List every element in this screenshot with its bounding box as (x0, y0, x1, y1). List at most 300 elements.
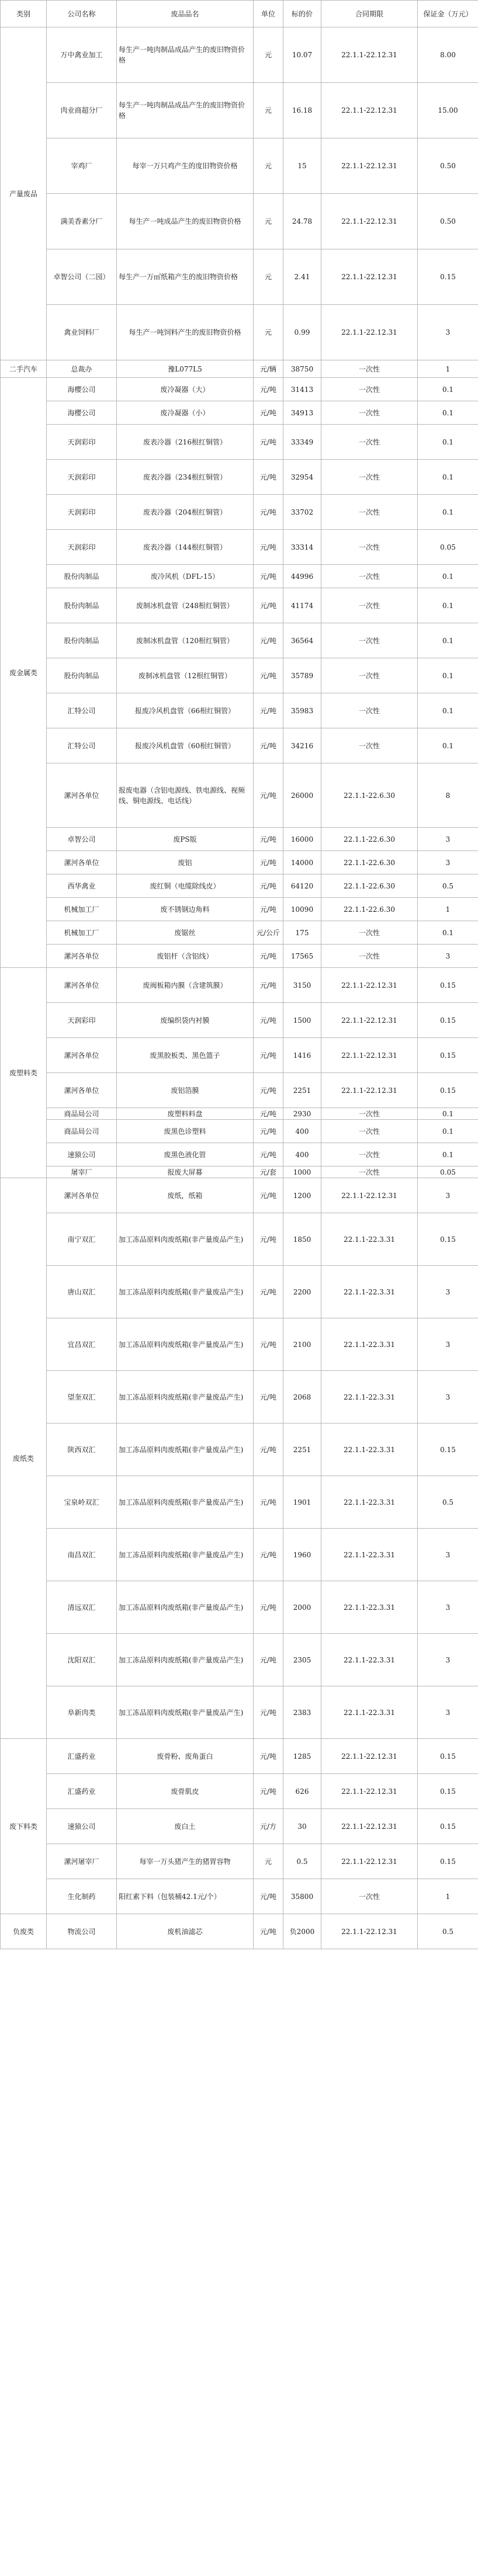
table-row (1, 898, 478, 921)
term-cell: 22.1.1-22.12.31 (321, 1038, 418, 1073)
table-row (1, 874, 478, 898)
term-cell: 22.1.1-22.3.31 (321, 1634, 418, 1686)
company-cell: 屠宰厂 (47, 1167, 117, 1178)
table-row (1, 945, 478, 968)
header-company: 公司名称 (47, 1, 117, 27)
price-cell: 16.18 (283, 83, 321, 138)
table-row (1, 693, 478, 728)
table-row (1, 1914, 478, 1949)
price-cell: 10.07 (283, 27, 321, 83)
item-cell: 加工冻品原料肉废纸箱(非产量废品产生) (117, 1634, 254, 1686)
price-cell: 41174 (283, 588, 321, 623)
unit-cell: 元/吨 (254, 1774, 283, 1809)
price-cell: 38750 (283, 360, 321, 378)
deposit-cell: 0.15 (418, 1073, 478, 1108)
price-cell: 2068 (283, 1371, 321, 1424)
item-cell: 废阀板箱内膜（含建筑膜） (117, 968, 254, 1003)
deposit-cell: 0.15 (418, 1739, 478, 1774)
deposit-cell: 3 (418, 851, 478, 874)
table-row (1, 1739, 478, 1774)
term-cell: 一次性 (321, 401, 418, 425)
price-cell: 35789 (283, 658, 321, 693)
category-cell: 废下料类 (1, 1739, 47, 1914)
unit-cell: 元/吨 (254, 1476, 283, 1529)
item-cell: 废机油滤芯 (117, 1914, 254, 1949)
price-cell: 2305 (283, 1634, 321, 1686)
price-cell: 1200 (283, 1178, 321, 1213)
term-cell: 22.1.1-22.12.31 (321, 1914, 418, 1949)
deposit-cell: 0.15 (418, 1844, 478, 1879)
unit-cell: 元/吨 (254, 763, 283, 828)
item-cell: 废黑色液化管 (117, 1143, 254, 1167)
item-cell: 每生产一吨成品产生的废旧物资价格 (117, 194, 254, 249)
item-cell: 废铝箔膜 (117, 1073, 254, 1108)
table-row (1, 851, 478, 874)
company-cell: 漯河各单位 (47, 1178, 117, 1213)
unit-cell: 元/吨 (254, 1318, 283, 1371)
company-cell: 漯河屠宰厂 (47, 1844, 117, 1879)
table-row (1, 1774, 478, 1809)
table-row (1, 1318, 478, 1371)
term-cell: 22.1.1-22.12.31 (321, 1178, 418, 1213)
term-cell: 22.1.1-22.12.31 (321, 27, 418, 83)
deposit-cell: 0.15 (418, 249, 478, 305)
table-row (1, 1120, 478, 1143)
item-cell: 每宰一万头猪产生的猪胃容物 (117, 1844, 254, 1879)
deposit-cell: 0.5 (418, 1914, 478, 1949)
header-category: 类别 (1, 1, 47, 27)
term-cell: 22.1.1-22.6.30 (321, 763, 418, 828)
term-cell: 22.1.1-22.12.31 (321, 1844, 418, 1879)
company-cell: 宰鸡厂 (47, 138, 117, 194)
category-cell: 二手汽车 (1, 360, 47, 378)
unit-cell: 元/吨 (254, 588, 283, 623)
price-cell: 33349 (283, 425, 321, 460)
term-cell: 22.1.1-22.12.31 (321, 1073, 418, 1108)
table-row (1, 305, 478, 360)
category-cell: 废纸类 (1, 1178, 47, 1739)
price-cell: 32954 (283, 460, 321, 495)
company-cell: 机械加工厂 (47, 898, 117, 921)
deposit-cell: 0.05 (418, 1167, 478, 1178)
table-row (1, 1073, 478, 1108)
company-cell: 沈阳双汇 (47, 1634, 117, 1686)
deposit-cell: 0.50 (418, 138, 478, 194)
item-cell: 报废电器（含铝电源线、铁电源线、视频线、铜电源线、电话线） (117, 763, 254, 828)
item-cell: 废黑色诊塑料 (117, 1120, 254, 1143)
company-cell: 速猿公司 (47, 1143, 117, 1167)
term-cell: 22.1.1-22.12.31 (321, 249, 418, 305)
table-row (1, 1809, 478, 1844)
company-cell: 漯河各单位 (47, 1073, 117, 1108)
table-row (1, 565, 478, 588)
deposit-cell: 3 (418, 1529, 478, 1581)
company-cell: 肉业商超分厂 (47, 83, 117, 138)
deposit-cell: 0.5 (418, 1476, 478, 1529)
price-cell: 36564 (283, 623, 321, 658)
term-cell: 22.1.1-22.3.31 (321, 1424, 418, 1476)
price-cell: 2383 (283, 1686, 321, 1739)
table-row (1, 1143, 478, 1167)
item-cell: 加工冻品原料肉废纸箱(非产量废品产生) (117, 1266, 254, 1318)
price-cell: 626 (283, 1774, 321, 1809)
category-cell: 产量废品 (1, 27, 47, 360)
unit-cell: 元/吨 (254, 1143, 283, 1167)
table-header-row (1, 1, 478, 27)
company-cell: 漯河各单位 (47, 851, 117, 874)
table-row (1, 1003, 478, 1038)
company-cell: 天润彩印 (47, 425, 117, 460)
deposit-cell: 0.15 (418, 1038, 478, 1073)
price-cell: 64120 (283, 874, 321, 898)
unit-cell: 元/吨 (254, 378, 283, 401)
unit-cell: 元/吨 (254, 1371, 283, 1424)
deposit-cell: 0.1 (418, 728, 478, 763)
term-cell: 22.1.1-22.3.31 (321, 1371, 418, 1424)
term-cell: 22.1.1-22.6.30 (321, 898, 418, 921)
deposit-cell: 3 (418, 1371, 478, 1424)
deposit-cell: 0.1 (418, 1143, 478, 1167)
deposit-cell: 0.1 (418, 378, 478, 401)
deposit-cell: 0.1 (418, 1108, 478, 1120)
item-cell: 豫L077L5 (117, 360, 254, 378)
item-cell: 加工冻品原料肉废纸箱(非产量废品产生) (117, 1529, 254, 1581)
unit-cell: 元/吨 (254, 728, 283, 763)
term-cell: 一次性 (321, 1167, 418, 1178)
term-cell: 22.1.1-22.12.31 (321, 1809, 418, 1844)
item-cell: 每宰一万只鸡产生的度旧物资价格 (117, 138, 254, 194)
company-cell: 满美香素分厂 (47, 194, 117, 249)
deposit-cell: 8 (418, 763, 478, 828)
table-row (1, 194, 478, 249)
term-cell: 22.1.1-22.6.30 (321, 828, 418, 851)
unit-cell: 元/吨 (254, 898, 283, 921)
deposit-cell: 3 (418, 1634, 478, 1686)
price-cell: 34913 (283, 401, 321, 425)
item-cell: 加工冻品原料肉废纸箱(非产量废品产生) (117, 1476, 254, 1529)
price-cell: 1285 (283, 1739, 321, 1774)
term-cell: 一次性 (321, 1120, 418, 1143)
company-cell: 南宁双汇 (47, 1213, 117, 1266)
table-row (1, 728, 478, 763)
company-cell: 海樱公司 (47, 378, 117, 401)
company-cell: 南昌双汇 (47, 1529, 117, 1581)
table-row (1, 1581, 478, 1634)
price-cell: 2000 (283, 1581, 321, 1634)
deposit-cell: 3 (418, 1178, 478, 1213)
table-row (1, 1476, 478, 1529)
company-cell: 天润彩印 (47, 495, 117, 530)
item-cell: 废制冰机盘管（12根红铜管） (117, 658, 254, 693)
term-cell: 22.1.1-22.3.31 (321, 1476, 418, 1529)
unit-cell: 元 (254, 83, 283, 138)
table-row (1, 378, 478, 401)
category-cell: 废金属类 (1, 378, 47, 968)
company-cell: 股份肉制品 (47, 658, 117, 693)
term-cell: 一次性 (321, 1879, 418, 1914)
price-cell: 3150 (283, 968, 321, 1003)
price-cell: 31413 (283, 378, 321, 401)
deposit-cell: 1 (418, 1879, 478, 1914)
company-cell: 漯河各单位 (47, 1038, 117, 1073)
price-cell: 17565 (283, 945, 321, 968)
term-cell: 一次性 (321, 530, 418, 565)
deposit-cell: 8.00 (418, 27, 478, 83)
unit-cell: 元/吨 (254, 1879, 283, 1914)
item-cell: 废冷凝器（大） (117, 378, 254, 401)
deposit-cell: 0.5 (418, 874, 478, 898)
unit-cell: 元/吨 (254, 495, 283, 530)
unit-cell: 元/吨 (254, 1038, 283, 1073)
price-cell: 26000 (283, 763, 321, 828)
term-cell: 一次性 (321, 1108, 418, 1120)
deposit-cell: 0.15 (418, 968, 478, 1003)
term-cell: 22.1.1-22.12.31 (321, 83, 418, 138)
company-cell: 清远双汇 (47, 1581, 117, 1634)
item-cell: 废塑料料盘 (117, 1108, 254, 1120)
unit-cell: 元/吨 (254, 968, 283, 1003)
unit-cell: 元/吨 (254, 874, 283, 898)
deposit-cell: 0.15 (418, 1213, 478, 1266)
unit-cell: 元/吨 (254, 401, 283, 425)
company-cell: 漯河各单位 (47, 968, 117, 1003)
item-cell: 废白土 (117, 1809, 254, 1844)
price-cell: 0.99 (283, 305, 321, 360)
company-cell: 望奎双汇 (47, 1371, 117, 1424)
item-cell: 报废冷风机盘管（60根红铜管） (117, 728, 254, 763)
deposit-cell: 0.1 (418, 588, 478, 623)
term-cell: 22.1.1-22.12.31 (321, 1774, 418, 1809)
company-cell: 阜新肉类 (47, 1686, 117, 1739)
item-cell: 报废冷风机盘管（66根红铜管） (117, 693, 254, 728)
price-cell: 15 (283, 138, 321, 194)
company-cell: 生化制药 (47, 1879, 117, 1914)
item-cell: 每生产一吨肉制品成品产生的废旧物资价格 (117, 27, 254, 83)
price-cell: 1416 (283, 1038, 321, 1073)
item-cell: 阳红素下料（包装桶42.1元/个） (117, 1879, 254, 1914)
price-cell: 35800 (283, 1879, 321, 1914)
item-cell: 废骨粉、废角蛋白 (117, 1739, 254, 1774)
table-row (1, 1038, 478, 1073)
table-row (1, 1844, 478, 1879)
company-cell: 禽业饲料厂 (47, 305, 117, 360)
deposit-cell: 0.1 (418, 565, 478, 588)
unit-cell: 元 (254, 1844, 283, 1879)
term-cell: 22.1.1-22.3.31 (321, 1581, 418, 1634)
table-row (1, 1178, 478, 1213)
price-cell: 30 (283, 1809, 321, 1844)
term-cell: 一次性 (321, 1143, 418, 1167)
deposit-cell: 3 (418, 1581, 478, 1634)
company-cell: 总裁办 (47, 360, 117, 378)
deposit-cell: 0.15 (418, 1003, 478, 1038)
deposit-cell: 0.1 (418, 401, 478, 425)
deposit-cell: 0.1 (418, 693, 478, 728)
price-cell: 负2000 (283, 1914, 321, 1949)
term-cell: 22.1.1-22.3.31 (321, 1318, 418, 1371)
item-cell: 加工冻品原料肉废纸箱(非产量废品产生) (117, 1686, 254, 1739)
header-item: 废品品名 (117, 1, 254, 27)
price-cell: 1901 (283, 1476, 321, 1529)
unit-cell: 元/吨 (254, 1529, 283, 1581)
price-cell: 34216 (283, 728, 321, 763)
item-cell: 废铝杆（含铝线） (117, 945, 254, 968)
unit-cell: 元/吨 (254, 1581, 283, 1634)
table-row (1, 1529, 478, 1581)
company-cell: 物流公司 (47, 1914, 117, 1949)
term-cell: 一次性 (321, 495, 418, 530)
term-cell: 22.1.1-22.12.31 (321, 305, 418, 360)
unit-cell: 元/辆 (254, 360, 283, 378)
term-cell: 一次性 (321, 728, 418, 763)
table-row (1, 921, 478, 945)
item-cell: 废黑胶板类、黑色篮子 (117, 1038, 254, 1073)
table-row (1, 1213, 478, 1266)
company-cell: 宜昌双汇 (47, 1318, 117, 1371)
item-cell: 废表冷器（234根红铜管） (117, 460, 254, 495)
category-cell: 废塑料类 (1, 968, 47, 1178)
term-cell: 22.1.1-22.12.31 (321, 1739, 418, 1774)
company-cell: 卓智公司（二园） (47, 249, 117, 305)
item-cell: 废表冷器（144根红铜管） (117, 530, 254, 565)
term-cell: 22.1.1-22.12.31 (321, 138, 418, 194)
unit-cell: 元/吨 (254, 1739, 283, 1774)
unit-cell: 元 (254, 305, 283, 360)
table-row (1, 401, 478, 425)
term-cell: 22.1.1-22.3.31 (321, 1686, 418, 1739)
table-row (1, 1879, 478, 1914)
unit-cell: 元/吨 (254, 530, 283, 565)
unit-cell: 元 (254, 249, 283, 305)
table-row (1, 763, 478, 828)
deposit-cell: 0.15 (418, 1809, 478, 1844)
deposit-cell: 0.1 (418, 425, 478, 460)
company-cell: 万中禽业加工 (47, 27, 117, 83)
unit-cell: 元/吨 (254, 693, 283, 728)
price-cell: 2200 (283, 1266, 321, 1318)
company-cell: 股份肉制品 (47, 565, 117, 588)
item-cell: 报废大屏幕 (117, 1167, 254, 1178)
price-cell: 24.78 (283, 194, 321, 249)
term-cell: 22.1.1-22.3.31 (321, 1213, 418, 1266)
table-row (1, 460, 478, 495)
company-cell: 股份肉制品 (47, 623, 117, 658)
unit-cell: 元/吨 (254, 565, 283, 588)
company-cell: 天润彩印 (47, 460, 117, 495)
table-row (1, 658, 478, 693)
term-cell: 22.1.1-22.12.31 (321, 968, 418, 1003)
unit-cell: 元/吨 (254, 1424, 283, 1476)
unit-cell: 元/吨 (254, 828, 283, 851)
company-cell: 宝泉岭双汇 (47, 1476, 117, 1529)
table-row (1, 1424, 478, 1476)
term-cell: 22.1.1-22.3.31 (321, 1529, 418, 1581)
table-row (1, 138, 478, 194)
item-cell: 每生产一万㎡纸箱产生的废旧物资价格 (117, 249, 254, 305)
item-cell: 废骨肌皮 (117, 1774, 254, 1809)
header-unit: 单位 (254, 1, 283, 27)
term-cell: 一次性 (321, 360, 418, 378)
item-cell: 废冷风机（DFL-15） (117, 565, 254, 588)
company-cell: 商品局公司 (47, 1120, 117, 1143)
term-cell: 22.1.1-22.12.31 (321, 1003, 418, 1038)
deposit-cell: 0.15 (418, 1424, 478, 1476)
table-row (1, 968, 478, 1003)
deposit-cell: 3 (418, 1686, 478, 1739)
unit-cell: 元/吨 (254, 851, 283, 874)
item-cell: 加工冻品原料肉废纸箱(非产量废品产生) (117, 1581, 254, 1634)
unit-cell: 元/吨 (254, 1108, 283, 1120)
price-cell: 2930 (283, 1108, 321, 1120)
price-cell: 1850 (283, 1213, 321, 1266)
item-cell: 每生产一吨肉制品成品产生的废旧物资价格 (117, 83, 254, 138)
table-row (1, 588, 478, 623)
company-cell: 股份肉制品 (47, 588, 117, 623)
deposit-cell: 0.1 (418, 623, 478, 658)
unit-cell: 元 (254, 27, 283, 83)
unit-cell: 元/吨 (254, 1266, 283, 1318)
deposit-cell: 0.15 (418, 1774, 478, 1809)
unit-cell: 元/吨 (254, 658, 283, 693)
company-cell: 汇盛药业 (47, 1774, 117, 1809)
item-cell: 每生产一吨饲料产生的废旧物资价格 (117, 305, 254, 360)
unit-cell: 元/公斤 (254, 921, 283, 945)
price-cell: 33702 (283, 495, 321, 530)
price-cell: 44996 (283, 565, 321, 588)
price-cell: 14000 (283, 851, 321, 874)
term-cell: 22.1.1-22.3.31 (321, 1266, 418, 1318)
unit-cell: 元/吨 (254, 1686, 283, 1739)
term-cell: 一次性 (321, 460, 418, 495)
price-cell: 33314 (283, 530, 321, 565)
price-cell: 400 (283, 1120, 321, 1143)
deposit-cell: 3 (418, 945, 478, 968)
item-cell: 加工冻品原料肉废纸箱(非产量废品产生) (117, 1213, 254, 1266)
unit-cell: 元/吨 (254, 1634, 283, 1686)
price-cell: 1500 (283, 1003, 321, 1038)
price-cell: 2251 (283, 1424, 321, 1476)
company-cell: 陕西双汇 (47, 1424, 117, 1476)
price-cell: 35983 (283, 693, 321, 728)
header-term: 合同期限 (321, 1, 418, 27)
unit-cell: 元/吨 (254, 623, 283, 658)
term-cell: 22.1.1-22.6.30 (321, 851, 418, 874)
price-cell: 16000 (283, 828, 321, 851)
item-cell: 废纸，纸箱 (117, 1178, 254, 1213)
item-cell: 加工冻品原料肉废纸箱(非产量废品产生) (117, 1424, 254, 1476)
category-cell: 负废类 (1, 1914, 47, 1949)
term-cell: 一次性 (321, 921, 418, 945)
unit-cell: 元/套 (254, 1167, 283, 1178)
unit-cell: 元 (254, 194, 283, 249)
deposit-cell: 1 (418, 898, 478, 921)
table-row (1, 530, 478, 565)
table-row (1, 495, 478, 530)
term-cell: 一次性 (321, 693, 418, 728)
unit-cell: 元/吨 (254, 1213, 283, 1266)
deposit-cell: 3 (418, 1266, 478, 1318)
item-cell: 废制冰机盘管（120根红铜管） (117, 623, 254, 658)
deposit-cell: 0.1 (418, 658, 478, 693)
table-row (1, 1634, 478, 1686)
deposit-cell: 3 (418, 828, 478, 851)
table-row (1, 1266, 478, 1318)
unit-cell: 元/吨 (254, 460, 283, 495)
item-cell: 废冷凝器（小） (117, 401, 254, 425)
price-cell: 1960 (283, 1529, 321, 1581)
header-price: 标的价 (283, 1, 321, 27)
company-cell: 速猿公司 (47, 1809, 117, 1844)
